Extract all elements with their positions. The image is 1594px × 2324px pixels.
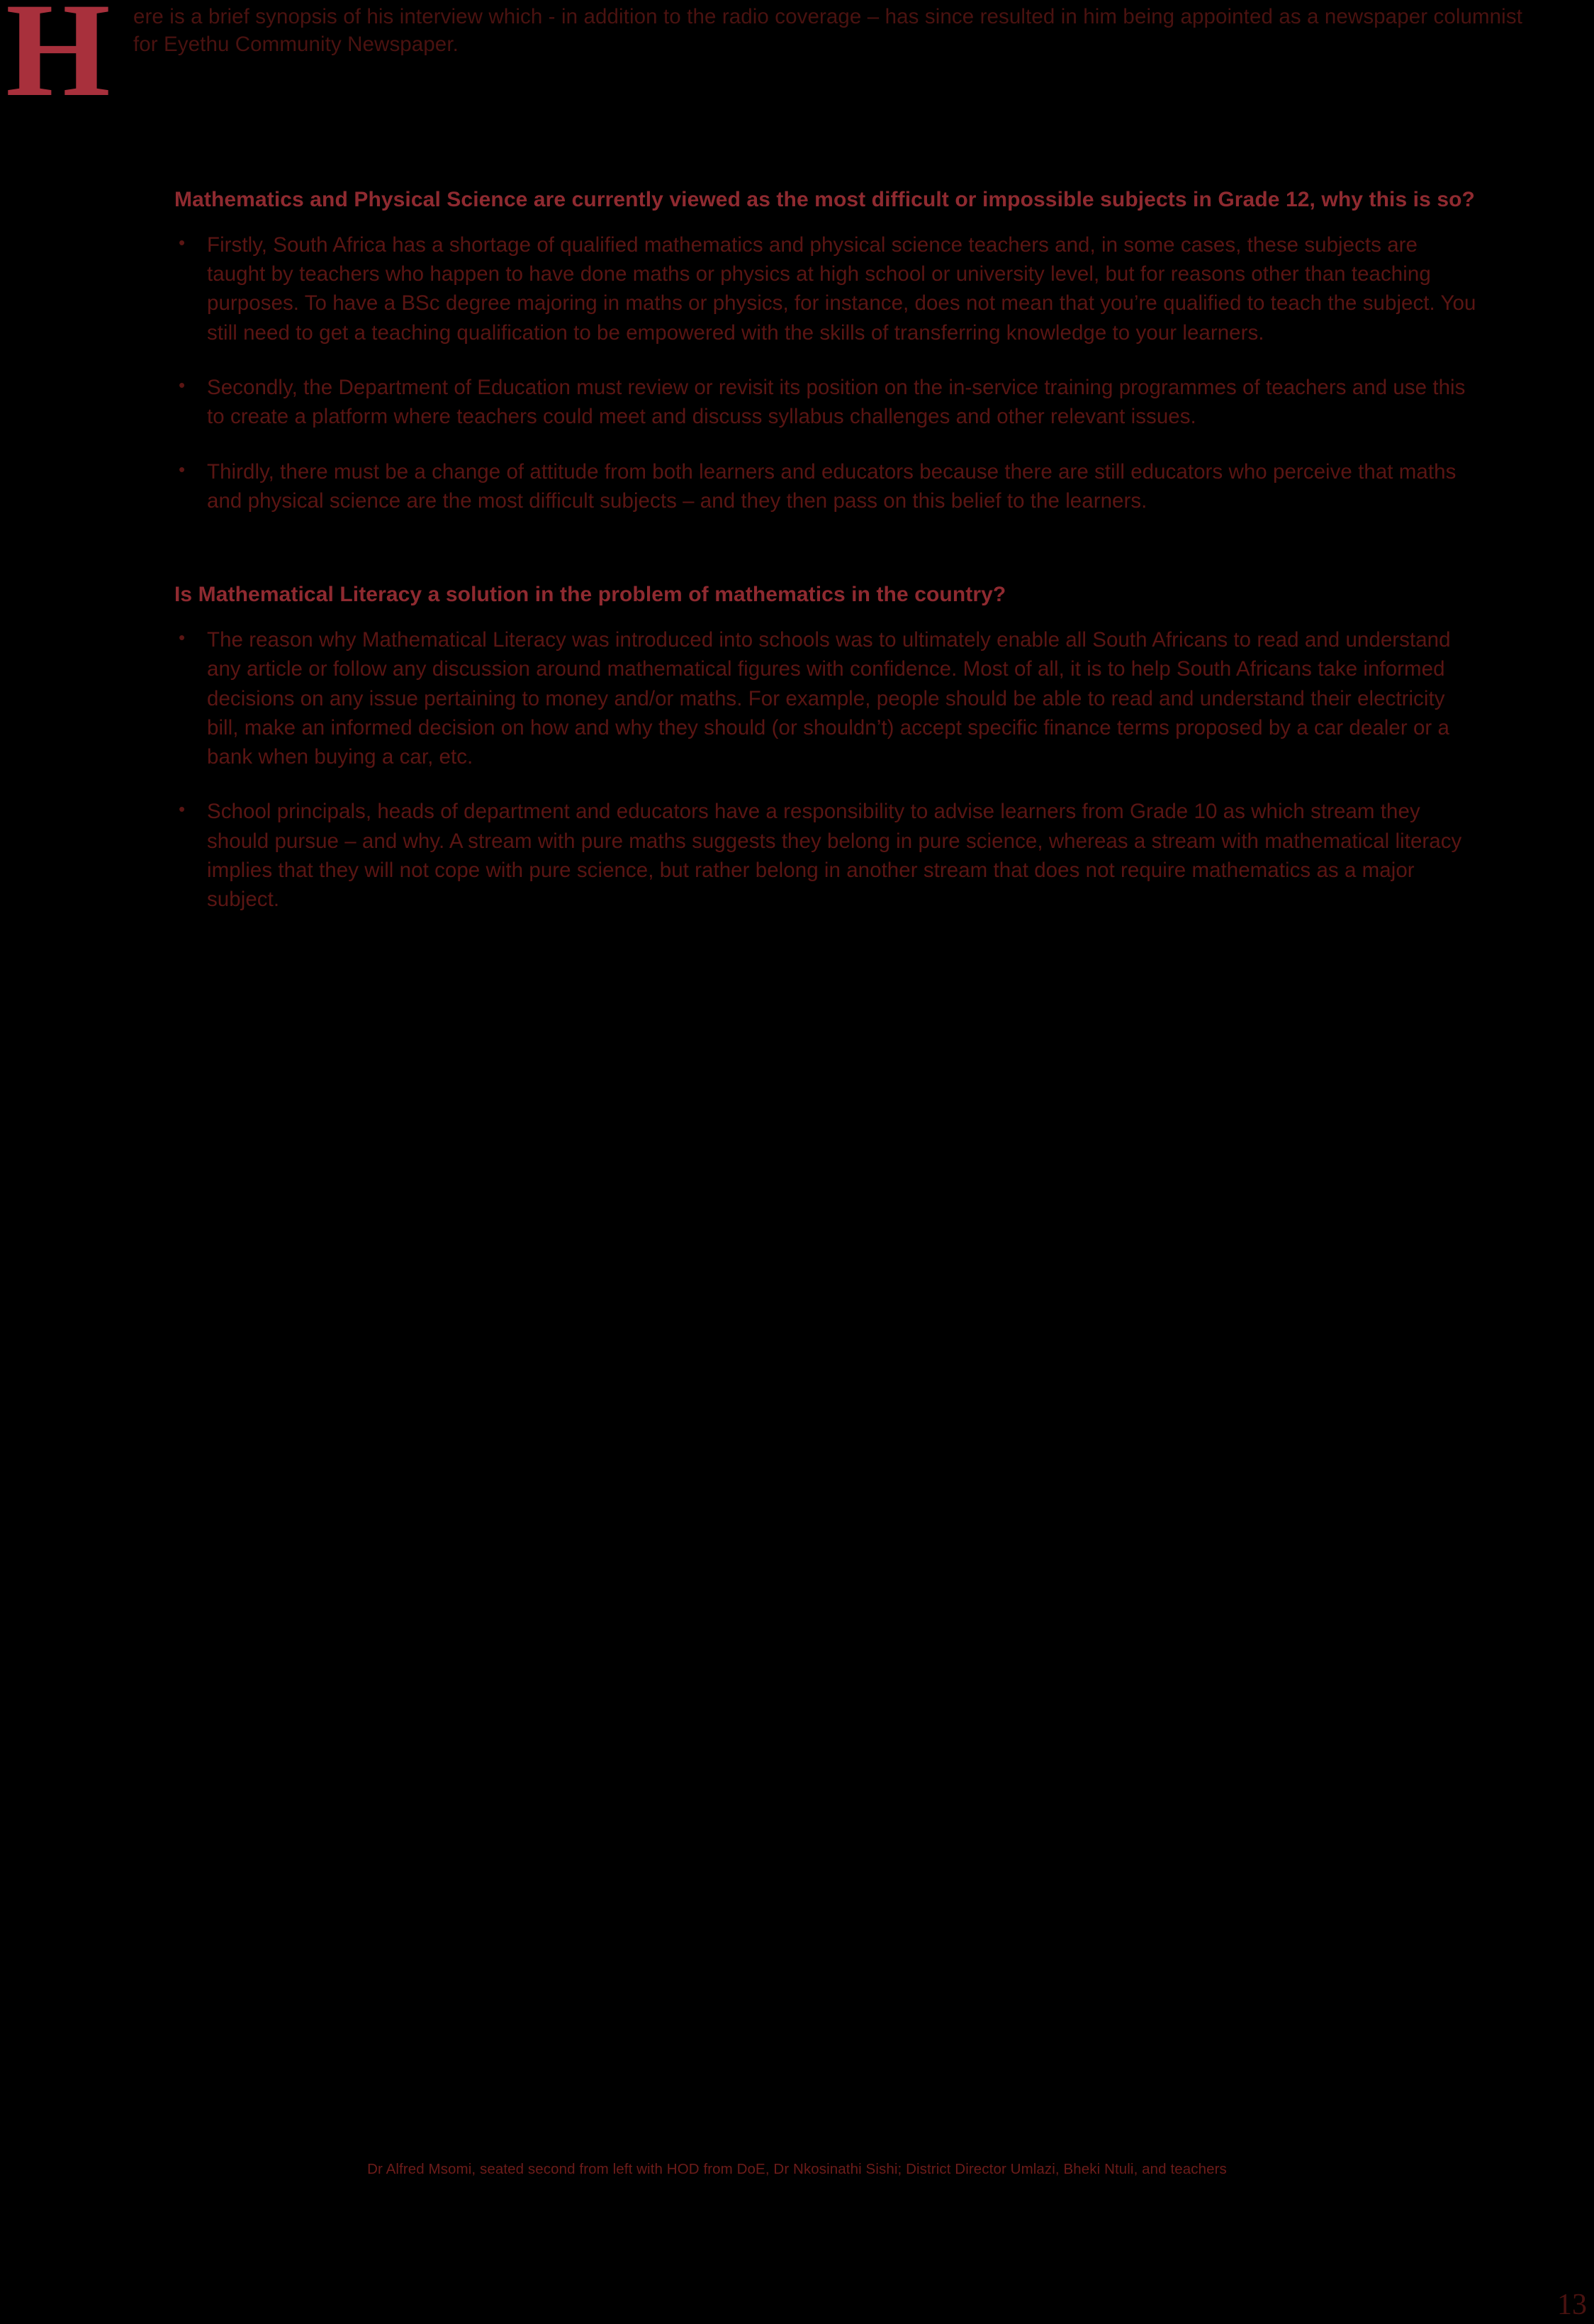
photo-caption: Dr Alfred Msomi, seated second from left with HOD from DoE, Dr Nkosinathi Sishi; District Director Umlazi, Bheki Ntuli, and teachers <box>367 2161 1227 2177</box>
answer-list-1 <box>174 230 1478 515</box>
interview-content <box>174 186 1478 915</box>
drop-cap: H <box>6 0 109 125</box>
intro-paragraph: ere is a brief synopsis of his interview which - in addition to the radio coverage – has since resulted in him being appointed as a newspaper columnist for Eyethu Community Newspaper. <box>133 5 1522 57</box>
list-item: • Thirdly, there must be a change of attitude from both learners and educators because there are still educators who perceive that maths and physical science are the most difficult subjects – and they then pass on this belief to the learners. <box>174 457 1478 516</box>
question-heading-2: Is Mathematical Literacy a solution in the problem of mathematics in the country? <box>174 583 1006 607</box>
list-item: • School principals, heads of department and educators have a responsibility to advise learners from Grade 10 as which stream they should pursue – and why. A stream with pure maths suggests they belong in pure science, whereas a stream with mathematical literacy implies that they will not cope with pure science, but rather belong in another stream that does not require mathematics as a major subject. <box>174 797 1478 914</box>
list-item: • Secondly, the Department of Education must review or revisit its position on the in-service training programmes of teachers and use this to create a platform where teachers could meet and discuss syllabus challenges and other relevant issues. <box>174 373 1478 432</box>
page-number: 13 <box>1557 2289 1587 2321</box>
answer-list-2 <box>174 625 1478 915</box>
list-item: • The reason why Mathematical Literacy was introduced into schools was to ultimately enable all South Africans to read and understand any article or follow any discussion around mathematical figures with confidence. Most of all, it is to help South Africans take informed decisions on any issue pertaining to money and/or maths. For example, people should be able to read and understand their electricity bill, make an informed decision on how and why they should (or shouldn’t) accept specific finance terms proposed by a car dealer or a bank when buying a car, etc. <box>174 625 1478 771</box>
question-heading-1: Mathematics and Physical Science are currently viewed as the most difficult or impossible subjects in Grade 12, why this is so? <box>174 188 1475 211</box>
section-spacer <box>174 515 1478 581</box>
list-item: • Firstly, South Africa has a shortage of qualified mathematics and physical science teachers and, in some cases, these subjects are taught by teachers who happen to have done maths or physics at high school or university level, but for reasons other than teaching purposes. To have a BSc degree majoring in maths or physics, for instance, does not mean that you’re qualified to teach the subject. You still need to get a teaching qualification to be empowered with the skills of transferring knowledge to your learners. <box>174 230 1478 347</box>
